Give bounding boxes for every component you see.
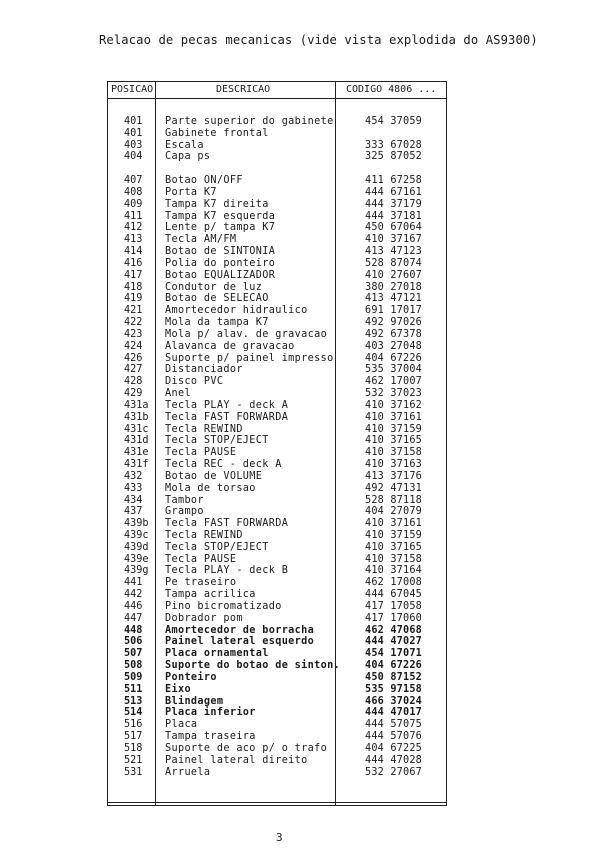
cell-codigo: 444 47017 xyxy=(365,707,423,719)
cell-codigo: 444 57075 xyxy=(365,719,423,731)
cell-codigo: 410 37165 xyxy=(365,435,423,447)
cell-descricao: Amortecedor de borracha xyxy=(165,624,315,636)
table-row xyxy=(108,329,446,341)
cell-descricao: Porta K7 xyxy=(165,186,217,198)
cell-codigo: 444 37179 xyxy=(365,198,423,210)
table-row xyxy=(108,518,446,530)
cell-descricao: Botao EQUALIZADOR xyxy=(165,269,276,281)
table-row xyxy=(108,636,446,648)
cell-posicao: 516 xyxy=(124,719,143,731)
cell-codigo: 410 37164 xyxy=(365,565,423,577)
cell-descricao: Placa inferior xyxy=(165,707,256,719)
cell-codigo: 450 67064 xyxy=(365,222,423,234)
cell-posicao: 432 xyxy=(124,470,143,482)
cell-codigo: 492 67378 xyxy=(365,328,423,340)
table-row xyxy=(108,530,446,542)
cell-posicao: 423 xyxy=(124,328,143,340)
table-row xyxy=(108,400,446,412)
cell-posicao: 517 xyxy=(124,731,143,743)
cell-posicao: 446 xyxy=(124,600,143,612)
cell-codigo: 410 37165 xyxy=(365,541,423,553)
cell-posicao: 508 xyxy=(124,660,143,672)
cell-codigo: 413 47123 xyxy=(365,246,423,258)
cell-codigo: 410 37161 xyxy=(365,411,423,423)
cell-codigo: 454 17071 xyxy=(365,648,423,660)
table-row xyxy=(108,435,446,447)
cell-codigo: 466 37024 xyxy=(365,695,423,707)
cell-posicao: 422 xyxy=(124,317,143,329)
cell-descricao: Blindagem xyxy=(165,695,224,707)
cell-posicao: 426 xyxy=(124,352,143,364)
cell-posicao: 413 xyxy=(124,234,143,246)
cell-descricao: Tecla FAST FORWARDA xyxy=(165,411,289,423)
cell-posicao: 439d xyxy=(124,541,149,553)
cell-posicao: 439c xyxy=(124,529,149,541)
cell-codigo: 462 47068 xyxy=(365,624,423,636)
table-row xyxy=(108,388,446,400)
cell-descricao: Lente p/ tampa K7 xyxy=(165,222,276,234)
table-row xyxy=(108,577,446,589)
cell-posicao: 511 xyxy=(124,683,143,695)
cell-descricao: Condutor de luz xyxy=(165,281,263,293)
cell-posicao: 447 xyxy=(124,612,143,624)
cell-posicao: 427 xyxy=(124,364,143,376)
cell-codigo: 444 47027 xyxy=(365,636,423,648)
cell-descricao: Tecla PAUSE xyxy=(165,447,237,459)
table-row xyxy=(108,565,446,577)
cell-descricao: Suporte p/ painel impresso xyxy=(165,352,334,364)
table-row xyxy=(108,601,446,613)
cell-descricao: Anel xyxy=(165,388,191,400)
header-codigo: CODIGO 4806 ... xyxy=(346,84,437,95)
cell-codigo: 410 37159 xyxy=(365,423,423,435)
cell-codigo: 528 87074 xyxy=(365,257,423,269)
table-row xyxy=(108,211,446,223)
cell-descricao: Distanciador xyxy=(165,364,243,376)
cell-codigo: 333 67028 xyxy=(365,139,423,151)
cell-descricao: Capa ps xyxy=(165,151,211,163)
table-row xyxy=(108,542,446,554)
cell-codigo: 404 67225 xyxy=(365,742,423,754)
table-row xyxy=(108,743,446,755)
table-row xyxy=(108,376,446,388)
cell-posicao: 419 xyxy=(124,293,143,305)
cell-codigo: 454 37059 xyxy=(365,116,423,127)
cell-descricao: Tecla PAUSE xyxy=(165,553,237,565)
cell-codigo: 413 37176 xyxy=(365,470,423,482)
cell-posicao: 433 xyxy=(124,482,143,494)
cell-posicao: 428 xyxy=(124,376,143,388)
table-row xyxy=(108,258,446,270)
table-row xyxy=(108,341,446,353)
cell-descricao: Grampo xyxy=(165,506,204,518)
table-row xyxy=(108,353,446,365)
cell-posicao: 431e xyxy=(124,447,149,459)
header-posicao: POSICAO xyxy=(111,84,154,95)
cell-descricao: Tampa traseira xyxy=(165,731,256,743)
table-row xyxy=(108,424,446,436)
cell-codigo: 528 87118 xyxy=(365,494,423,506)
cell-descricao: Tecla STOP/EJECT xyxy=(165,435,269,447)
cell-posicao: 518 xyxy=(124,742,143,754)
cell-descricao: Alavanca de gravacao xyxy=(165,340,295,352)
cell-descricao: Tambor xyxy=(165,494,204,506)
cell-codigo: 410 37161 xyxy=(365,518,423,530)
cell-posicao: 514 xyxy=(124,707,143,719)
table-row xyxy=(108,495,446,507)
cell-posicao: 412 xyxy=(124,222,143,234)
cell-descricao: Polia do ponteiro xyxy=(165,257,276,269)
cell-codigo: 404 67226 xyxy=(365,352,423,364)
cell-descricao: Mola de torsao xyxy=(165,482,256,494)
cell-descricao: Painel lateral direito xyxy=(165,754,308,766)
cell-posicao: 448 xyxy=(124,624,143,636)
cell-descricao: Dobrador pom xyxy=(165,612,243,624)
table-row xyxy=(108,696,446,708)
cell-descricao: Escala xyxy=(165,139,204,151)
cell-codigo: 404 27079 xyxy=(365,506,423,518)
table-row xyxy=(108,554,446,566)
cell-posicao: 431f xyxy=(124,459,149,471)
cell-descricao: Mola da tampa K7 xyxy=(165,317,269,329)
cell-descricao: Tecla PLAY - deck B xyxy=(165,565,289,577)
cell-codigo: 532 27067 xyxy=(365,766,423,778)
cell-codigo: 410 37162 xyxy=(365,399,423,411)
cell-posicao: 401 xyxy=(124,127,143,139)
cell-descricao: Tecla STOP/EJECT xyxy=(165,541,269,553)
cell-codigo: 417 17058 xyxy=(365,600,423,612)
table-row xyxy=(108,731,446,743)
cell-descricao: Placa xyxy=(165,719,198,731)
cell-posicao: 407 xyxy=(124,175,143,187)
cell-codigo: 410 27607 xyxy=(365,269,423,281)
table-row xyxy=(108,128,446,140)
table-row xyxy=(108,199,446,211)
cell-codigo: 492 97026 xyxy=(365,317,423,329)
cell-posicao: 521 xyxy=(124,754,143,766)
cell-codigo: 410 37167 xyxy=(365,234,423,246)
table-row xyxy=(108,364,446,376)
cell-posicao: 403 xyxy=(124,139,143,151)
page-number: 3 xyxy=(276,831,283,844)
cell-posicao: 408 xyxy=(124,186,143,198)
cell-descricao: Pino bicromatizado xyxy=(165,600,282,612)
cell-codigo: 444 67045 xyxy=(365,589,423,601)
table-row xyxy=(108,140,446,152)
cell-posicao: 431c xyxy=(124,423,149,435)
cell-descricao: Amortecedor hidraulico xyxy=(165,305,308,317)
cell-codigo: 411 67258 xyxy=(365,175,423,187)
table-row xyxy=(108,625,446,637)
cell-descricao: Painel lateral esquerdo xyxy=(165,636,315,648)
cell-posicao: 507 xyxy=(124,648,143,660)
table-row xyxy=(108,755,446,767)
cell-codigo: 532 37023 xyxy=(365,388,423,400)
cell-posicao: 416 xyxy=(124,257,143,269)
table-row xyxy=(108,719,446,731)
cell-descricao: Tampa K7 direita xyxy=(165,198,269,210)
table-row xyxy=(108,187,446,199)
table-row xyxy=(108,707,446,719)
cell-descricao: Tecla REC - deck A xyxy=(165,459,282,471)
table-row xyxy=(108,246,446,258)
cell-descricao: Placa ornamental xyxy=(165,648,269,660)
cell-descricao: Tecla REWIND xyxy=(165,423,243,435)
cell-descricao: Botao de SELECAO xyxy=(165,293,269,305)
cell-codigo: 492 47131 xyxy=(365,482,423,494)
cell-descricao: Tecla REWIND xyxy=(165,529,243,541)
table-row xyxy=(108,684,446,696)
table-row xyxy=(108,648,446,660)
table-row xyxy=(108,317,446,329)
cell-posicao: 409 xyxy=(124,198,143,210)
footer-divider xyxy=(108,802,446,803)
cell-posicao: 401 xyxy=(124,116,143,127)
table-row xyxy=(108,293,446,305)
cell-posicao: 418 xyxy=(124,281,143,293)
header-descricao: DESCRICAO xyxy=(216,84,271,95)
cell-codigo: 404 67226 xyxy=(365,660,423,672)
cell-posicao: 439b xyxy=(124,518,149,530)
cell-posicao: 441 xyxy=(124,577,143,589)
parts-table xyxy=(107,81,447,806)
table-row xyxy=(108,270,446,282)
cell-codigo: 462 17007 xyxy=(365,376,423,388)
table-row xyxy=(108,471,446,483)
cell-posicao: 434 xyxy=(124,494,143,506)
table-row xyxy=(108,613,446,625)
cell-posicao: 509 xyxy=(124,671,143,683)
cell-codigo: 380 27018 xyxy=(365,281,423,293)
cell-posicao: 411 xyxy=(124,210,143,222)
cell-codigo: 417 17060 xyxy=(365,612,423,624)
table-row xyxy=(108,116,446,128)
page-title: Relacao de pecas mecanicas (vide vista explodida do AS9300) xyxy=(99,33,538,47)
cell-descricao: Suporte de aco p/ o trafo xyxy=(165,742,328,754)
cell-posicao: 506 xyxy=(124,636,143,648)
cell-posicao: 437 xyxy=(124,506,143,518)
table-row xyxy=(108,447,446,459)
cell-posicao: 404 xyxy=(124,151,143,163)
cell-descricao: Botao de VOLUME xyxy=(165,470,263,482)
cell-descricao: Gabinete frontal xyxy=(165,127,269,139)
cell-descricao: Botao de SINTONIA xyxy=(165,246,276,258)
table-row xyxy=(108,412,446,424)
table-row xyxy=(108,767,446,779)
cell-codigo: 325 87052 xyxy=(365,151,423,163)
cell-descricao: Ponteiro xyxy=(165,671,217,683)
cell-posicao: 513 xyxy=(124,695,143,707)
cell-posicao: 431a xyxy=(124,399,149,411)
cell-descricao: Tecla FAST FORWARDA xyxy=(165,518,289,530)
cell-descricao: Suporte do botao de sinton. xyxy=(165,660,341,672)
cell-codigo: 413 47121 xyxy=(365,293,423,305)
table-row xyxy=(108,506,446,518)
cell-descricao: Mola p/ alav. de gravacao xyxy=(165,328,328,340)
cell-posicao: 414 xyxy=(124,246,143,258)
cell-posicao: 439e xyxy=(124,553,149,565)
cell-codigo: 535 37004 xyxy=(365,364,423,376)
table-row xyxy=(108,483,446,495)
table-row xyxy=(108,222,446,234)
cell-codigo: 535 97158 xyxy=(365,683,423,695)
cell-descricao: Botao ON/OFF xyxy=(165,175,243,187)
table-row xyxy=(108,660,446,672)
cell-descricao: Tecla AM/FM xyxy=(165,234,237,246)
cell-codigo: 444 57076 xyxy=(365,731,423,743)
table-row xyxy=(108,234,446,246)
cell-posicao: 429 xyxy=(124,388,143,400)
cell-codigo: 444 37181 xyxy=(365,210,423,222)
cell-descricao: Disco PVC xyxy=(165,376,224,388)
cell-codigo: 410 37158 xyxy=(365,553,423,565)
cell-descricao: Tampa acrilica xyxy=(165,589,256,601)
table-row xyxy=(108,151,446,163)
cell-descricao: Parte superior do gabinete xyxy=(165,116,334,127)
table-row xyxy=(108,589,446,601)
cell-posicao: 442 xyxy=(124,589,143,601)
cell-descricao: Arruela xyxy=(165,766,211,778)
cell-codigo: 444 67161 xyxy=(365,186,423,198)
table-spacer xyxy=(108,163,446,175)
cell-posicao: 421 xyxy=(124,305,143,317)
table-row xyxy=(108,282,446,294)
cell-codigo: 410 37163 xyxy=(365,459,423,471)
cell-posicao: 431d xyxy=(124,435,149,447)
cell-codigo: 410 37158 xyxy=(365,447,423,459)
cell-posicao: 439g xyxy=(124,565,149,577)
cell-descricao: Eixo xyxy=(165,683,191,695)
table-row xyxy=(108,175,446,187)
cell-descricao: Tampa K7 esquerda xyxy=(165,210,276,222)
cell-posicao: 417 xyxy=(124,269,143,281)
cell-codigo: 410 37159 xyxy=(365,529,423,541)
cell-codigo: 450 87152 xyxy=(365,671,423,683)
cell-descricao: Pe traseiro xyxy=(165,577,237,589)
cell-posicao: 531 xyxy=(124,766,143,778)
table-row xyxy=(108,459,446,471)
cell-codigo: 462 17008 xyxy=(365,577,423,589)
cell-descricao: Tecla PLAY - deck A xyxy=(165,399,289,411)
table-body xyxy=(108,116,446,778)
cell-posicao: 424 xyxy=(124,340,143,352)
table-row xyxy=(108,672,446,684)
header-divider xyxy=(108,98,446,99)
table-row xyxy=(108,305,446,317)
cell-posicao: 431b xyxy=(124,411,149,423)
cell-codigo: 444 47028 xyxy=(365,754,423,766)
cell-codigo: 403 27048 xyxy=(365,340,423,352)
cell-codigo: 691 17017 xyxy=(365,305,423,317)
